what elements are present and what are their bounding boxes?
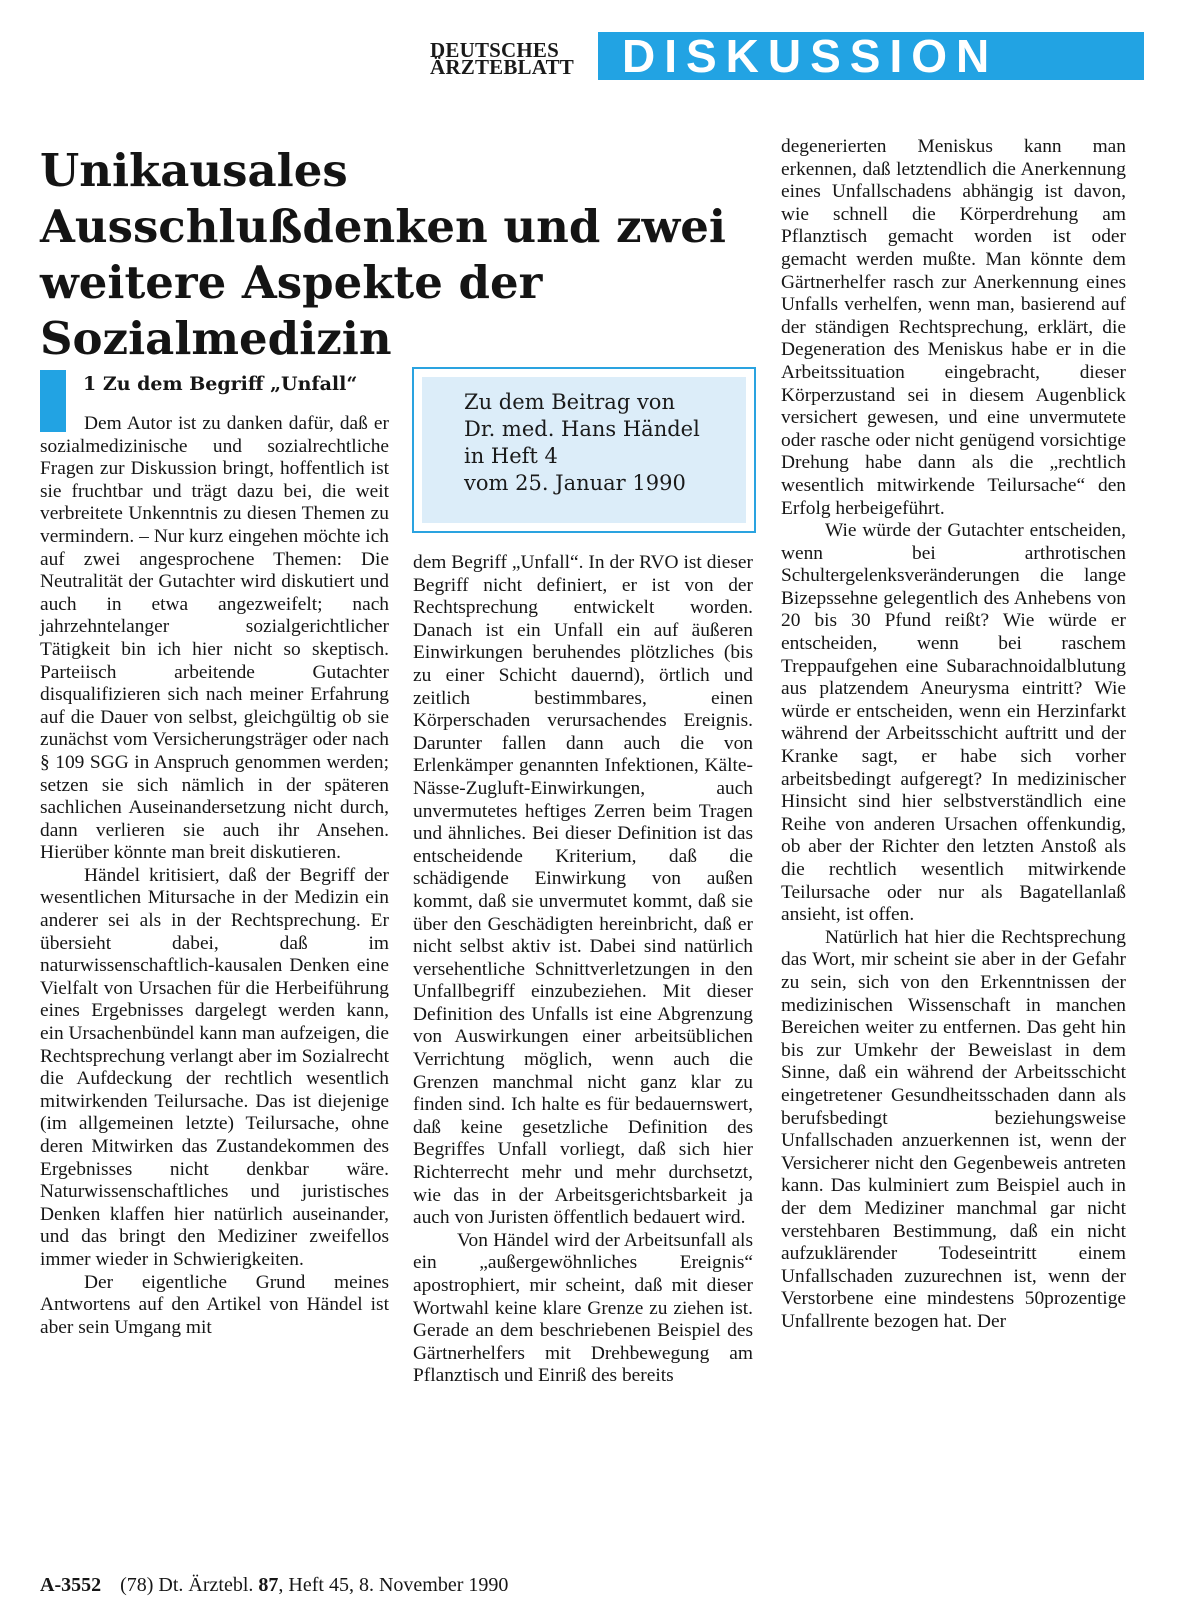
article-headline (40, 143, 740, 367)
paragraph: dem Begriff „Unfall“. In der RVO ist dieser Begriff nicht definiert, er ist von der Rechtsprechung entwickelt worden. Danach ist ein Unfall ein auf äußeren Einwirkungen beruhendes plötzliches (bis zu einer Schicht dauernd), örtlich und zeitlich bestimmbares, einen Körperschaden verursachendes Ereignis. Darunter fallen dann auch die von Erlenkämper genannten Infektionen, Kälte-Nässe-Zugluft-Einwirkungen, auch unvermutetes heftiges Zerren beim Tragen und ähnliches. Bei dieser Definition ist das entscheidende Kriterium, daß die schädigende Einwirkung von außen kommt, daß sie unvermutet kommt, daß sie über den Geschädigten hereinbricht, daß er nicht selbst aktiv ist. Dabei sind natürlich versehentliche Schnittverletzungen in den Unfallbegriff einzubeziehen. Mit dieser Definition des Unfalls ist eine Abgrenzung von Auswirkungen einer arbeitsüblichen Verrichtung möglich, wenn auch die Grenzen manchmal nicht ganz klar zu finden sind. Ich halte es für bedauernswert, daß keine gesetzliche Definition des Begriffes Unfall vorliegt, daß sich hier Richterrecht mehr und mehr durchsetzt, wie das in der Arbeitsgerichtsbarkeit ja auch von Juristen öffentlich bedauert wird. (413, 552, 753, 1229)
headline-line: Ausschlußdenken und zwei (40, 200, 727, 253)
paragraph: degenerierten Meniskus kann man erkennen, daß letztendlich die Anerkennung eines Unfallschadens abhängig ist davon, wie schnell die Körperdrehung am Pflanztisch gemacht worden ist oder gemacht werden mußte. Man könnte dem Gärtnerhelfer rasch zur Anerkennung eines Unfalls verhelfen, wenn man, basierend auf der ständigen Rechtsprechung, erklärt, die Degeneration des Meniskus habe er in die Arbeitssituation eingebracht, dieser Körperzustand sei in diesem Augenblick versichert gewesen, und eine unvermutete oder rasche oder nicht genügend vorsichtige Drehung habe dann als die „rechtlich wesentlich mitwirkende Teilursache“ den Erfolg herbeigeführt. (781, 136, 1126, 519)
headline-line: Unikausales (40, 144, 348, 197)
logo-line-2: ÄRZTEBLATT (430, 55, 574, 79)
masthead-logo (430, 38, 590, 79)
section-label: DISKUSSION (622, 30, 999, 82)
citation-suffix: , Heft 45, 8. November 1990 (278, 1574, 509, 1596)
reference-line: Zu dem Beitrag von (464, 390, 675, 414)
paragraph: Händel kritisiert, daß der Begriff der wesentlichen Mitursache in der Medizin ein anderer sei als in der Rechtsprechung. Er übersieht dabei, daß im naturwissenschaftlich-kausalen Denken eine Vielfalt von Ursachen für die Herbeiführung eines Ergebnisses dargelegt werden kann, ein Ursachenbündel kann man aufzeigen, die Rechtsprechung verlangt aber im Sozialrecht die Aufdeckung der rechtlich wesentlich mitwirkenden Teilursache. Das ist diejenige (im allgemeinen letzte) Teilursache, ohne deren Mitwirken das Zustandekommen des Ergebnisses nicht denkbar wäre. Naturwissenschaftliches und juristisches Denken klaffen hier natürlich auseinander, und das bringt den Mediziner zweifellos immer wieder in Schwierigkeiten. (40, 864, 389, 1270)
logo-line-1: DEUTSCHES (430, 38, 560, 62)
paragraph: Von Händel wird der Arbeitsunfall als ein „außergewöhnliches Ereignis“ apostrophiert, mir scheint, daß mit dieser Wortwahl keine klare Grenze zu ziehen ist. Gerade an dem beschriebenen Beispiel des Gärtnerhelfers mit Drehbewegung am Pflanztisch und Einriß des bereits (413, 1229, 753, 1387)
reference-line: in Heft 4 (464, 444, 558, 468)
reference-text (464, 389, 700, 497)
column-1 (40, 413, 389, 1339)
citation-volume: 87 (258, 1574, 279, 1596)
reference-line: vom 25. Januar 1990 (464, 471, 686, 495)
column-3 (781, 136, 1126, 1333)
section-subhead: 1 Zu dem Begriff „Unfall“ (83, 373, 358, 395)
reference-line: Dr. med. Hans Händel (464, 417, 700, 441)
page-footer (40, 1573, 508, 1597)
headline-line: Sozialmedizin (40, 312, 392, 365)
page-code: A-3552 (40, 1574, 102, 1596)
paragraph: Natürlich hat hier die Rechtsprechung das Wort, mir scheint sie aber in der Gefahr zu sein, sich von den Erkenntnissen der medizinischen Wissenschaft in manchen Bereichen weiter zu entfernen. Das geht hin bis zur Umkehr der Beweislast in dem Sinne, daß ein während der Arbeitsschicht eingetretener Gesundheitsschaden dann als berufsbedingt beziehungsweise Unfallschaden anzuerkennen ist, wenn der Versicherer nicht den Gegenbeweis antreten kann. Das kulminiert zum Beispiel auch in der dem Mediziner manchmal gar nicht verstehbaren Bestimmung, daß ein nicht aufzuklärender Todeseintritt einem Unfallschaden zuzurechnen ist, wenn der Verstorbene eine mindestens 50prozentige Unfallrente bezogen hat. Der (781, 926, 1126, 1332)
paragraph: Wie würde der Gutachter entscheiden, wenn bei arthrotischen Schultergelenksveränderungen die lange Bizepssehne gelegentlich des Anhebens von 20 bis 30 Pfund reißt? Wie würde er entscheiden, wenn bei raschem Treppaufgehen eine Subarachnoidalblutung aus platzendem Aneurysma eintritt? Wie würde er entscheiden, wenn ein Herzinfarkt während der Arbeitsschicht auftritt und der Kranke sagt, er habe sich vorher arbeitsbedingt aufgeregt? In medizinischer Hinsicht sind hier selbstverständlich eine Reihe von anderen Ursachen offenkundig, ob aber der Richter den letzten Anstoß als die rechtlich wesentlich mitwirkende Teilursache oder nur als Bagatellanlaß ansieht, ist offen. (781, 520, 1126, 926)
column-2 (413, 552, 753, 1388)
paragraph: Dem Autor ist zu danken dafür, daß er sozialmedizinische und sozialrechtliche Fragen zur Diskussion bringt, hoffentlich ist sie fruchtbar und trägt dazu bei, die weit verbreitete Unkenntnis zu diesen Themen zu vermindern. – Nur kurz eingehen möchte ich auf zwei angesprochene Themen: Die Neutralität der Gutachter wird diskutiert und auch in etwa angezweifelt; nach jahrzehntelanger sozialgerichtlicher Tätigkeit bin ich hier nicht so skeptisch. Parteiisch arbeitende Gutachter disqualifizieren sich nach meiner Erfahrung auf die Dauer von selbst, gleichgültig ob sie zunächst vom Versicherungsträger oder nach § 109 SGG in Anspruch genommen werden; setzen sie sich nämlich in der späteren sachlichen Auseinandersetzung nicht durch, dann verlieren sie auch ihr Ansehen. Hierüber könnte man breit diskutieren. (40, 413, 389, 864)
paragraph: Der eigentliche Grund meines Antwortens auf den Artikel von Händel ist aber sein Umgang mit (40, 1271, 389, 1338)
reference-box (412, 367, 756, 533)
headline-line: weitere Aspekte der (40, 256, 543, 309)
citation-prefix: (78) Dt. Ärztebl. (120, 1574, 254, 1596)
